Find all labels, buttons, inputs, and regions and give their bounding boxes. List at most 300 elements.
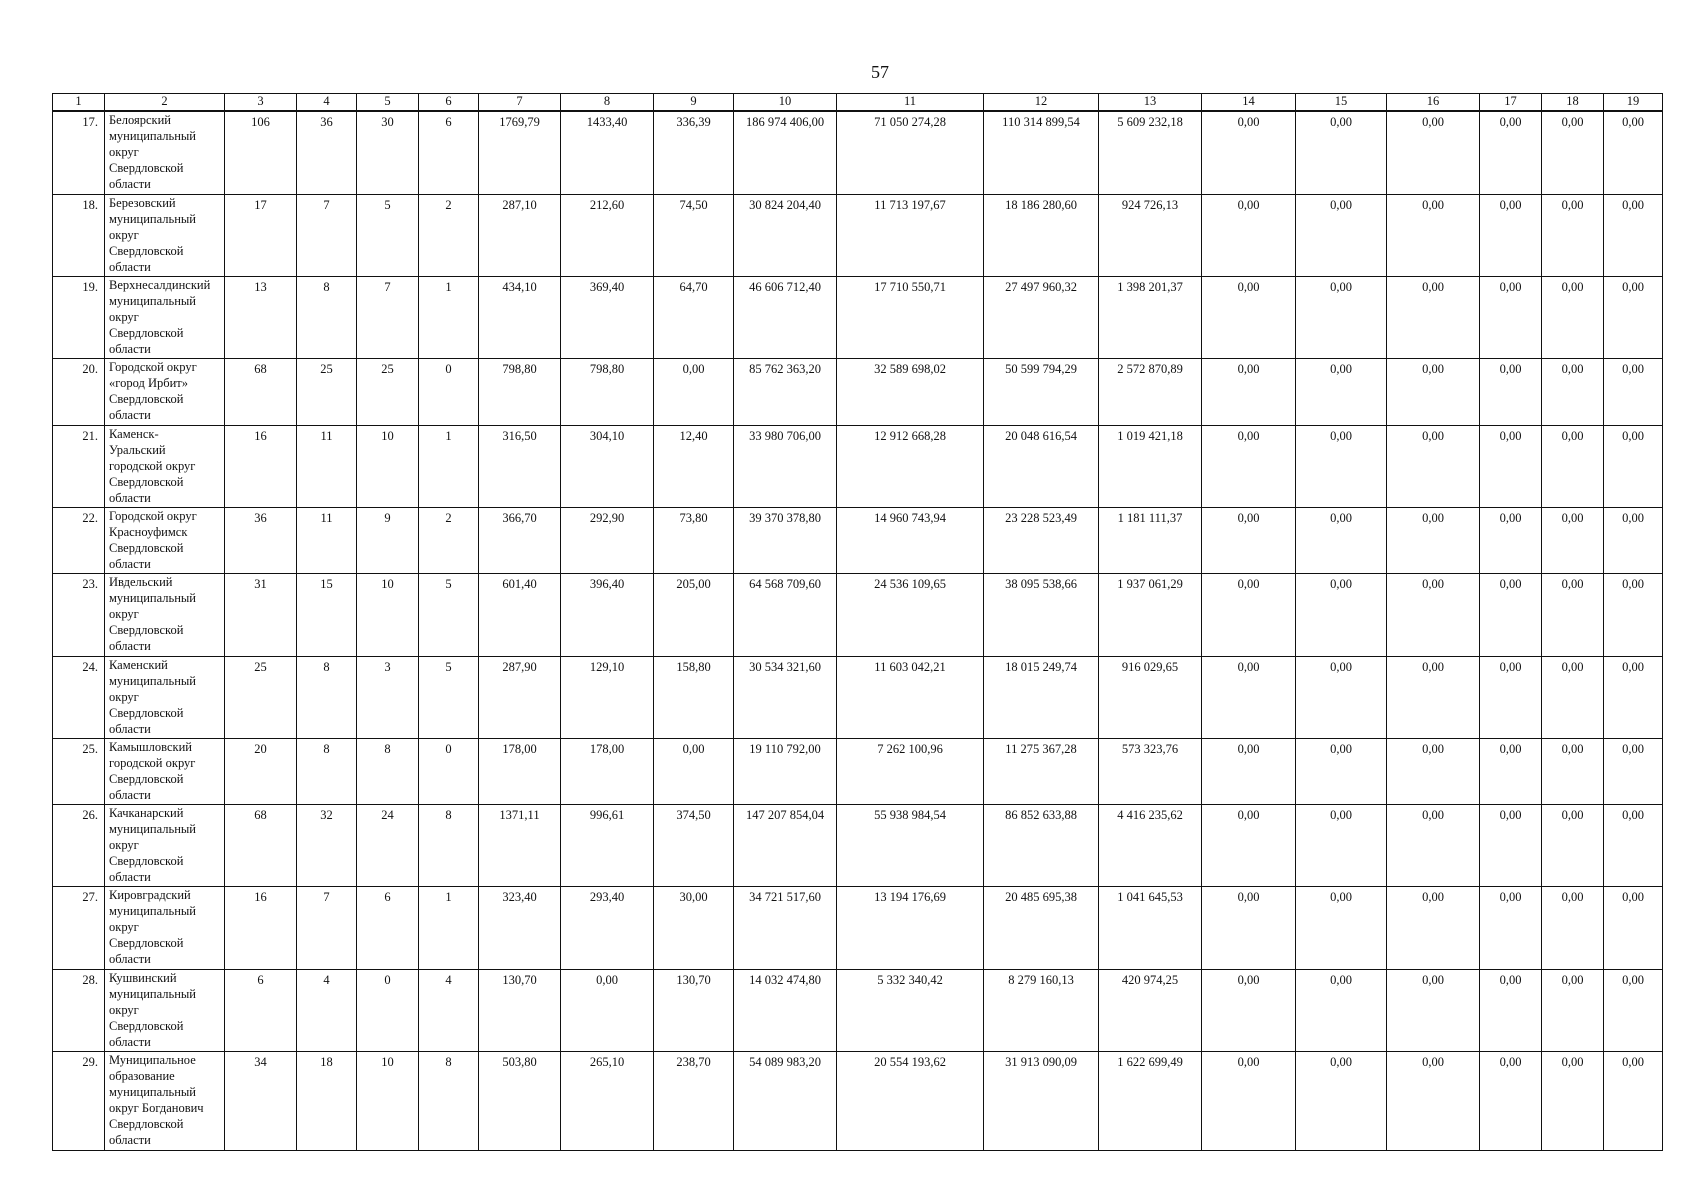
cell-col-10: 64 568 709,60 bbox=[734, 574, 837, 656]
name-line: округ bbox=[109, 1002, 139, 1017]
cell-col-12: 31 913 090,09 bbox=[984, 1052, 1099, 1151]
table-row bbox=[53, 1052, 1663, 1151]
table-row bbox=[53, 111, 1663, 194]
cell-col-19: 0,00 bbox=[1604, 887, 1663, 969]
cell-col-8: 293,40 bbox=[561, 887, 654, 969]
cell-col-10: 147 207 854,04 bbox=[734, 805, 837, 887]
name-line: области bbox=[109, 1133, 151, 1148]
column-header: 16 bbox=[1387, 94, 1480, 112]
cell-col-12: 50 599 794,29 bbox=[984, 359, 1099, 425]
cell-col-18: 0,00 bbox=[1542, 277, 1604, 359]
column-header: 19 bbox=[1604, 94, 1663, 112]
cell-col-18: 0,00 bbox=[1542, 574, 1604, 656]
cell-col-6: 5 bbox=[419, 656, 479, 738]
name-line: городской округ bbox=[109, 458, 196, 473]
cell-col-10: 186 974 406,00 bbox=[734, 111, 837, 194]
cell-col-15: 0,00 bbox=[1296, 887, 1387, 969]
cell-col-12: 18 186 280,60 bbox=[984, 194, 1099, 276]
cell-col-11: 11 713 197,67 bbox=[837, 194, 984, 276]
cell-col-18: 0,00 bbox=[1542, 111, 1604, 194]
header-row bbox=[53, 94, 1663, 112]
name-line: области bbox=[109, 639, 151, 654]
cell-col-13: 573 323,76 bbox=[1099, 738, 1202, 804]
cell-col-8: 265,10 bbox=[561, 1052, 654, 1151]
cell-col-14: 0,00 bbox=[1202, 1052, 1296, 1151]
municipality-name bbox=[105, 425, 225, 507]
cell-col-5: 0 bbox=[357, 969, 419, 1051]
cell-col-4: 11 bbox=[297, 508, 357, 574]
cell-col-12: 20 485 695,38 bbox=[984, 887, 1099, 969]
cell-col-17: 0,00 bbox=[1480, 969, 1542, 1051]
name-line: Свердловской bbox=[109, 771, 184, 786]
cell-col-9: 0,00 bbox=[654, 359, 734, 425]
cell-col-17: 0,00 bbox=[1480, 887, 1542, 969]
cell-col-3: 20 bbox=[225, 738, 297, 804]
cell-col-13: 924 726,13 bbox=[1099, 194, 1202, 276]
column-header: 4 bbox=[297, 94, 357, 112]
cell-col-14: 0,00 bbox=[1202, 359, 1296, 425]
cell-col-14: 0,00 bbox=[1202, 574, 1296, 656]
cell-col-16: 0,00 bbox=[1387, 1052, 1480, 1151]
cell-col-17: 0,00 bbox=[1480, 194, 1542, 276]
cell-col-15: 0,00 bbox=[1296, 738, 1387, 804]
cell-col-5: 10 bbox=[357, 574, 419, 656]
table-row bbox=[53, 425, 1663, 507]
municipality-name bbox=[105, 194, 225, 276]
cell-col-9: 238,70 bbox=[654, 1052, 734, 1151]
cell-col-13: 4 416 235,62 bbox=[1099, 805, 1202, 887]
cell-col-11: 17 710 550,71 bbox=[837, 277, 984, 359]
name-line: Свердловской bbox=[109, 243, 184, 258]
name-line: округ bbox=[109, 689, 139, 704]
cell-col-10: 14 032 474,80 bbox=[734, 969, 837, 1051]
cell-col-12: 8 279 160,13 bbox=[984, 969, 1099, 1051]
cell-col-7: 316,50 bbox=[479, 425, 561, 507]
cell-col-6: 1 bbox=[419, 887, 479, 969]
cell-col-15: 0,00 bbox=[1296, 656, 1387, 738]
name-line: области bbox=[109, 259, 151, 274]
cell-col-5: 8 bbox=[357, 738, 419, 804]
column-header: 11 bbox=[837, 94, 984, 112]
name-line: области bbox=[109, 787, 151, 802]
cell-col-12: 38 095 538,66 bbox=[984, 574, 1099, 656]
column-header: 15 bbox=[1296, 94, 1387, 112]
municipality-name bbox=[105, 359, 225, 425]
cell-col-3: 31 bbox=[225, 574, 297, 656]
cell-col-17: 0,00 bbox=[1480, 805, 1542, 887]
cell-col-10: 54 089 983,20 bbox=[734, 1052, 837, 1151]
cell-col-19: 0,00 bbox=[1604, 359, 1663, 425]
cell-col-6: 0 bbox=[419, 359, 479, 425]
cell-col-4: 8 bbox=[297, 656, 357, 738]
cell-col-17: 0,00 bbox=[1480, 574, 1542, 656]
cell-col-14: 0,00 bbox=[1202, 656, 1296, 738]
cell-col-9: 374,50 bbox=[654, 805, 734, 887]
cell-col-18: 0,00 bbox=[1542, 1052, 1604, 1151]
name-line: Свердловской bbox=[109, 936, 184, 951]
cell-col-7: 434,10 bbox=[479, 277, 561, 359]
cell-col-5: 9 bbox=[357, 508, 419, 574]
cell-col-8: 292,90 bbox=[561, 508, 654, 574]
name-line: Кировградский bbox=[109, 888, 191, 903]
cell-col-12: 11 275 367,28 bbox=[984, 738, 1099, 804]
cell-col-7: 287,90 bbox=[479, 656, 561, 738]
row-number: 29. bbox=[53, 1052, 105, 1151]
name-line: Свердловской bbox=[109, 541, 184, 555]
cell-col-5: 24 bbox=[357, 805, 419, 887]
name-line: области bbox=[109, 490, 151, 505]
cell-col-9: 336,39 bbox=[654, 111, 734, 194]
column-header: 5 bbox=[357, 94, 419, 112]
data-table bbox=[52, 93, 1663, 1151]
name-line: муниципальный bbox=[109, 591, 196, 606]
row-number: 20. bbox=[53, 359, 105, 425]
name-line: Городской округ bbox=[109, 509, 197, 523]
cell-col-15: 0,00 bbox=[1296, 805, 1387, 887]
cell-col-11: 12 912 668,28 bbox=[837, 425, 984, 507]
name-line: Качканарский bbox=[109, 806, 184, 821]
cell-col-14: 0,00 bbox=[1202, 508, 1296, 574]
cell-col-3: 68 bbox=[225, 805, 297, 887]
name-line: Березовский bbox=[109, 195, 176, 210]
name-line: области bbox=[109, 342, 151, 357]
cell-col-6: 2 bbox=[419, 194, 479, 276]
municipality-name bbox=[105, 508, 225, 574]
cell-col-13: 1 181 111,37 bbox=[1099, 508, 1202, 574]
column-header: 13 bbox=[1099, 94, 1202, 112]
name-line: округ bbox=[109, 227, 139, 242]
cell-col-6: 4 bbox=[419, 969, 479, 1051]
cell-col-13: 2 572 870,89 bbox=[1099, 359, 1202, 425]
cell-col-4: 25 bbox=[297, 359, 357, 425]
name-line: муниципальный bbox=[109, 822, 196, 837]
name-line: образование bbox=[109, 1069, 175, 1084]
name-line: округ bbox=[109, 607, 139, 622]
column-header: 9 bbox=[654, 94, 734, 112]
name-line: области bbox=[109, 408, 151, 423]
table-row bbox=[53, 359, 1663, 425]
cell-col-10: 34 721 517,60 bbox=[734, 887, 837, 969]
cell-col-15: 0,00 bbox=[1296, 277, 1387, 359]
row-number: 17. bbox=[53, 111, 105, 194]
cell-col-3: 25 bbox=[225, 656, 297, 738]
cell-col-10: 33 980 706,00 bbox=[734, 425, 837, 507]
table-row bbox=[53, 887, 1663, 969]
cell-col-14: 0,00 bbox=[1202, 111, 1296, 194]
cell-col-16: 0,00 bbox=[1387, 508, 1480, 574]
name-line: Белоярский bbox=[109, 113, 171, 128]
cell-col-11: 20 554 193,62 bbox=[837, 1052, 984, 1151]
cell-col-12: 86 852 633,88 bbox=[984, 805, 1099, 887]
cell-col-11: 14 960 743,94 bbox=[837, 508, 984, 574]
cell-col-19: 0,00 bbox=[1604, 194, 1663, 276]
cell-col-5: 3 bbox=[357, 656, 419, 738]
cell-col-10: 39 370 378,80 bbox=[734, 508, 837, 574]
cell-col-13: 1 937 061,29 bbox=[1099, 574, 1202, 656]
cell-col-7: 503,80 bbox=[479, 1052, 561, 1151]
name-line: Свердловской bbox=[109, 1117, 184, 1132]
cell-col-11: 5 332 340,42 bbox=[837, 969, 984, 1051]
table-row bbox=[53, 805, 1663, 887]
name-line: Свердловской bbox=[109, 623, 184, 638]
column-header: 7 bbox=[479, 94, 561, 112]
cell-col-18: 0,00 bbox=[1542, 887, 1604, 969]
cell-col-18: 0,00 bbox=[1542, 425, 1604, 507]
cell-col-4: 32 bbox=[297, 805, 357, 887]
cell-col-17: 0,00 bbox=[1480, 359, 1542, 425]
name-line: муниципальный bbox=[109, 904, 196, 919]
cell-col-17: 0,00 bbox=[1480, 1052, 1542, 1151]
municipality-name bbox=[105, 111, 225, 194]
cell-col-5: 6 bbox=[357, 887, 419, 969]
row-number: 24. bbox=[53, 656, 105, 738]
cell-col-9: 73,80 bbox=[654, 508, 734, 574]
cell-col-7: 323,40 bbox=[479, 887, 561, 969]
cell-col-14: 0,00 bbox=[1202, 887, 1296, 969]
cell-col-6: 1 bbox=[419, 425, 479, 507]
name-line: области bbox=[109, 721, 151, 736]
name-line: Свердловской bbox=[109, 326, 184, 341]
cell-col-13: 420 974,25 bbox=[1099, 969, 1202, 1051]
cell-col-17: 0,00 bbox=[1480, 425, 1542, 507]
cell-col-19: 0,00 bbox=[1604, 1052, 1663, 1151]
municipality-name bbox=[105, 656, 225, 738]
cell-col-18: 0,00 bbox=[1542, 656, 1604, 738]
cell-col-14: 0,00 bbox=[1202, 277, 1296, 359]
column-header: 8 bbox=[561, 94, 654, 112]
municipality-name bbox=[105, 738, 225, 804]
name-line: округ bbox=[109, 145, 139, 160]
cell-col-18: 0,00 bbox=[1542, 805, 1604, 887]
cell-col-9: 12,40 bbox=[654, 425, 734, 507]
name-line: муниципальный bbox=[109, 986, 196, 1001]
cell-col-19: 0,00 bbox=[1604, 111, 1663, 194]
cell-col-8: 178,00 bbox=[561, 738, 654, 804]
cell-col-7: 287,10 bbox=[479, 194, 561, 276]
table-row bbox=[53, 656, 1663, 738]
municipality-name bbox=[105, 1052, 225, 1151]
municipality-name bbox=[105, 969, 225, 1051]
cell-col-3: 6 bbox=[225, 969, 297, 1051]
cell-col-11: 11 603 042,21 bbox=[837, 656, 984, 738]
cell-col-19: 0,00 bbox=[1604, 508, 1663, 574]
cell-col-15: 0,00 bbox=[1296, 508, 1387, 574]
name-line: городской округ bbox=[109, 755, 196, 770]
cell-col-5: 30 bbox=[357, 111, 419, 194]
cell-col-4: 18 bbox=[297, 1052, 357, 1151]
cell-col-15: 0,00 bbox=[1296, 425, 1387, 507]
name-line: Свердловской bbox=[109, 161, 184, 176]
cell-col-9: 64,70 bbox=[654, 277, 734, 359]
cell-col-9: 30,00 bbox=[654, 887, 734, 969]
cell-col-3: 13 bbox=[225, 277, 297, 359]
cell-col-16: 0,00 bbox=[1387, 887, 1480, 969]
cell-col-3: 68 bbox=[225, 359, 297, 425]
cell-col-15: 0,00 bbox=[1296, 194, 1387, 276]
cell-col-7: 178,00 bbox=[479, 738, 561, 804]
row-number: 19. bbox=[53, 277, 105, 359]
cell-col-6: 8 bbox=[419, 1052, 479, 1151]
cell-col-18: 0,00 bbox=[1542, 359, 1604, 425]
name-line: Каменский bbox=[109, 657, 168, 672]
municipality-name bbox=[105, 805, 225, 887]
name-line: области bbox=[109, 1034, 151, 1049]
name-line: округ bbox=[109, 920, 139, 935]
row-number: 22. bbox=[53, 508, 105, 574]
table-row bbox=[53, 738, 1663, 804]
name-line: области bbox=[109, 952, 151, 967]
cell-col-8: 0,00 bbox=[561, 969, 654, 1051]
cell-col-4: 8 bbox=[297, 738, 357, 804]
cell-col-6: 5 bbox=[419, 574, 479, 656]
cell-col-4: 7 bbox=[297, 194, 357, 276]
cell-col-8: 304,10 bbox=[561, 425, 654, 507]
cell-col-7: 601,40 bbox=[479, 574, 561, 656]
cell-col-13: 5 609 232,18 bbox=[1099, 111, 1202, 194]
cell-col-17: 0,00 bbox=[1480, 508, 1542, 574]
name-line: Свердловской bbox=[109, 1018, 184, 1033]
cell-col-12: 110 314 899,54 bbox=[984, 111, 1099, 194]
name-line: муниципальный bbox=[109, 294, 196, 309]
cell-col-4: 8 bbox=[297, 277, 357, 359]
column-header: 1 bbox=[53, 94, 105, 112]
cell-col-5: 7 bbox=[357, 277, 419, 359]
cell-col-10: 85 762 363,20 bbox=[734, 359, 837, 425]
row-number: 28. bbox=[53, 969, 105, 1051]
cell-col-16: 0,00 bbox=[1387, 656, 1480, 738]
cell-col-19: 0,00 bbox=[1604, 738, 1663, 804]
cell-col-8: 212,60 bbox=[561, 194, 654, 276]
name-line: Свердловской bbox=[109, 474, 184, 489]
cell-col-4: 36 bbox=[297, 111, 357, 194]
name-line: муниципальный bbox=[109, 673, 196, 688]
name-line: Кушвинский bbox=[109, 970, 177, 985]
column-header: 10 bbox=[734, 94, 837, 112]
column-header: 3 bbox=[225, 94, 297, 112]
name-line: Уральский bbox=[109, 442, 166, 457]
cell-col-9: 130,70 bbox=[654, 969, 734, 1051]
municipality-name bbox=[105, 574, 225, 656]
cell-col-16: 0,00 bbox=[1387, 574, 1480, 656]
name-line: округ Богданович bbox=[109, 1101, 204, 1116]
cell-col-18: 0,00 bbox=[1542, 969, 1604, 1051]
name-line: Ивдельский bbox=[109, 575, 173, 590]
cell-col-15: 0,00 bbox=[1296, 111, 1387, 194]
cell-col-10: 30 534 321,60 bbox=[734, 656, 837, 738]
cell-col-7: 798,80 bbox=[479, 359, 561, 425]
column-header: 14 bbox=[1202, 94, 1296, 112]
column-header: 12 bbox=[984, 94, 1099, 112]
cell-col-19: 0,00 bbox=[1604, 969, 1663, 1051]
cell-col-18: 0,00 bbox=[1542, 194, 1604, 276]
cell-col-6: 6 bbox=[419, 111, 479, 194]
cell-col-17: 0,00 bbox=[1480, 656, 1542, 738]
cell-col-19: 0,00 bbox=[1604, 574, 1663, 656]
cell-col-16: 0,00 bbox=[1387, 969, 1480, 1051]
cell-col-12: 23 228 523,49 bbox=[984, 508, 1099, 574]
name-line: «город Ирбит» bbox=[109, 376, 188, 391]
row-number: 25. bbox=[53, 738, 105, 804]
cell-col-15: 0,00 bbox=[1296, 574, 1387, 656]
cell-col-13: 1 041 645,53 bbox=[1099, 887, 1202, 969]
table-row bbox=[53, 277, 1663, 359]
cell-col-9: 74,50 bbox=[654, 194, 734, 276]
row-number: 26. bbox=[53, 805, 105, 887]
cell-col-3: 36 bbox=[225, 508, 297, 574]
cell-col-8: 129,10 bbox=[561, 656, 654, 738]
cell-col-6: 1 bbox=[419, 277, 479, 359]
cell-col-17: 0,00 bbox=[1480, 111, 1542, 194]
cell-col-14: 0,00 bbox=[1202, 805, 1296, 887]
cell-col-8: 1433,40 bbox=[561, 111, 654, 194]
cell-col-18: 0,00 bbox=[1542, 508, 1604, 574]
cell-col-17: 0,00 bbox=[1480, 277, 1542, 359]
cell-col-4: 7 bbox=[297, 887, 357, 969]
cell-col-13: 1 622 699,49 bbox=[1099, 1052, 1202, 1151]
cell-col-15: 0,00 bbox=[1296, 969, 1387, 1051]
table-row bbox=[53, 969, 1663, 1051]
name-line: муниципальный bbox=[109, 1085, 196, 1100]
cell-col-14: 0,00 bbox=[1202, 969, 1296, 1051]
name-line: области bbox=[109, 557, 151, 571]
name-line: муниципальный bbox=[109, 129, 196, 144]
cell-col-16: 0,00 bbox=[1387, 738, 1480, 804]
column-header: 18 bbox=[1542, 94, 1604, 112]
name-line: Городской округ bbox=[109, 360, 197, 375]
cell-col-7: 1371,11 bbox=[479, 805, 561, 887]
cell-col-19: 0,00 bbox=[1604, 656, 1663, 738]
cell-col-14: 0,00 bbox=[1202, 425, 1296, 507]
cell-col-19: 0,00 bbox=[1604, 805, 1663, 887]
cell-col-10: 46 606 712,40 bbox=[734, 277, 837, 359]
cell-col-11: 32 589 698,02 bbox=[837, 359, 984, 425]
cell-col-4: 4 bbox=[297, 969, 357, 1051]
cell-col-8: 798,80 bbox=[561, 359, 654, 425]
cell-col-16: 0,00 bbox=[1387, 111, 1480, 194]
name-line: Свердловской bbox=[109, 392, 184, 407]
name-line: Свердловской bbox=[109, 854, 184, 869]
name-line: округ bbox=[109, 310, 139, 325]
cell-col-15: 0,00 bbox=[1296, 359, 1387, 425]
cell-col-12: 18 015 249,74 bbox=[984, 656, 1099, 738]
cell-col-4: 15 bbox=[297, 574, 357, 656]
cell-col-6: 8 bbox=[419, 805, 479, 887]
cell-col-3: 16 bbox=[225, 425, 297, 507]
cell-col-5: 25 bbox=[357, 359, 419, 425]
row-number: 27. bbox=[53, 887, 105, 969]
cell-col-11: 13 194 176,69 bbox=[837, 887, 984, 969]
cell-col-10: 30 824 204,40 bbox=[734, 194, 837, 276]
cell-col-8: 396,40 bbox=[561, 574, 654, 656]
cell-col-3: 16 bbox=[225, 887, 297, 969]
cell-col-6: 0 bbox=[419, 738, 479, 804]
cell-col-15: 0,00 bbox=[1296, 1052, 1387, 1151]
cell-col-9: 205,00 bbox=[654, 574, 734, 656]
cell-col-13: 1 019 421,18 bbox=[1099, 425, 1202, 507]
cell-col-16: 0,00 bbox=[1387, 425, 1480, 507]
cell-col-4: 11 bbox=[297, 425, 357, 507]
cell-col-17: 0,00 bbox=[1480, 738, 1542, 804]
name-line: муниципальный bbox=[109, 211, 196, 226]
name-line: Камышловский bbox=[109, 739, 192, 754]
name-line: Красноуфимск bbox=[109, 525, 188, 539]
row-number: 18. bbox=[53, 194, 105, 276]
table-row bbox=[53, 508, 1663, 574]
cell-col-12: 20 048 616,54 bbox=[984, 425, 1099, 507]
page-number: 57 bbox=[871, 62, 889, 82]
cell-col-11: 55 938 984,54 bbox=[837, 805, 984, 887]
cell-col-16: 0,00 bbox=[1387, 277, 1480, 359]
